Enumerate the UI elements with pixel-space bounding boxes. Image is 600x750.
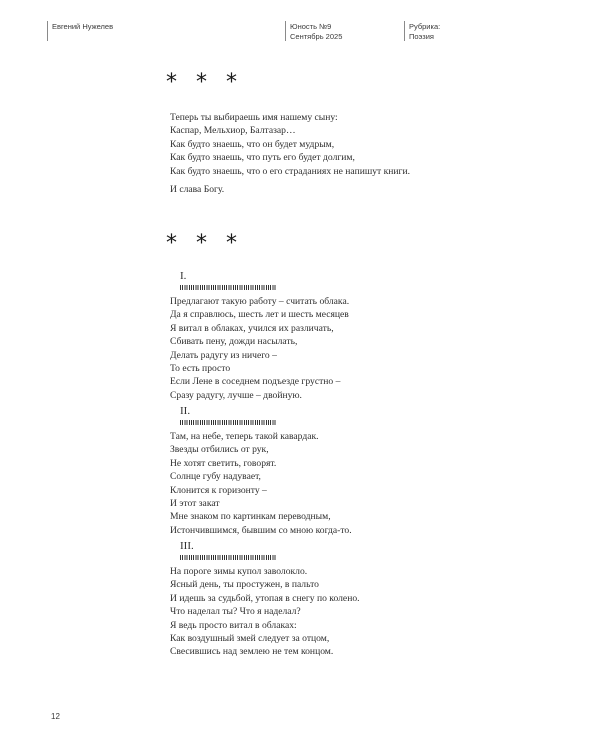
poem-line: И слава Богу. [170,184,225,195]
poem-line: То есть просто [170,363,231,375]
part-2-stanza [170,430,352,537]
poem-line: Звезды отбились от рук, [170,444,269,456]
poem-line: Я витал в облаках, учился их различать, [170,322,334,334]
magazine-issue: Юность №9 [290,22,332,31]
poem-line: Сразу радугу, лучше – двойную. [170,389,302,401]
part-divider-bar [180,555,277,560]
poem-line: Клонится к горизонту – [170,484,267,496]
page-number: 12 [51,712,60,721]
poem-line: Мне знаком по картинкам переводным, [170,511,331,523]
poem-line: Как будто знаешь, что путь его будет долгим, [170,152,355,164]
part-numeral: II. [180,405,191,417]
author-name: Евгений Нужелев [52,22,114,31]
header-divider-issue [285,21,286,41]
part-divider-bar [180,285,277,290]
poem-line: Каспар, Мельхиор, Балтазар… [170,125,296,137]
poem-line: Как будто знаешь, что о его страданиях не напишут книги. [170,165,411,177]
poem-line: Солнце губу надувает, [170,471,261,483]
poem-line: Как воздушный змей следует за отцом, [170,633,330,645]
poem-line: Да я справлюсь, шесть лет и шесть месяцев [170,309,349,321]
poem-line: На пороге зимы купол заволокло. [170,566,308,577]
poem-line: Ясный день, ты простужен, в пальто [170,579,319,591]
poem-line: И этот закат [170,498,220,510]
poem-line: Там, на небе, теперь такой кавардак. [170,431,319,442]
poem-line: Я ведь просто витал в облаках: [170,619,297,631]
header-divider-rubric [404,21,405,41]
poem1-closing [170,183,224,196]
poem-line: Если Лене в соседнем подъезде грустно – [170,376,341,388]
poem-line: Не хотят светить, говорят. [170,457,277,469]
poem-line: И идешь за судьбой, утопая в снегу по колено. [170,592,360,604]
part-1-stanza [170,295,349,402]
part-numeral: I. [180,270,187,282]
part-numeral: III. [180,540,194,552]
header-issue [290,22,342,42]
poem-line: Свесившись над землею не тем концом. [170,646,334,658]
poem-line: Сбивать пену, дожди насылать, [170,336,298,348]
part-divider-bar [180,420,277,425]
rubric-label: Рубрика: [409,22,441,31]
issue-date: Сентябрь 2025 [290,32,343,41]
poem1-stanza [170,111,410,178]
header-rubric [409,22,440,42]
poem-line: Теперь ты выбираешь имя нашему сыну: [170,112,338,123]
header-author [52,22,113,32]
part-3-stanza [170,565,360,659]
poem2-separator: * * * [166,231,243,256]
poem1-separator: * * * [166,70,243,95]
poem-line: Как будто знаешь, что он будет мудрым, [170,138,335,150]
poem-line: Истончившимся, бывшим со мною когда-то. [170,524,352,536]
poem-line: Что наделал ты? Что я наделал? [170,606,301,618]
header-divider-author [47,21,48,41]
poem-line: Предлагают такую работу – считать облака. [170,296,350,307]
rubric-value: Поэзия [409,32,434,41]
poem-line: Делать радугу из ничего – [170,349,277,361]
